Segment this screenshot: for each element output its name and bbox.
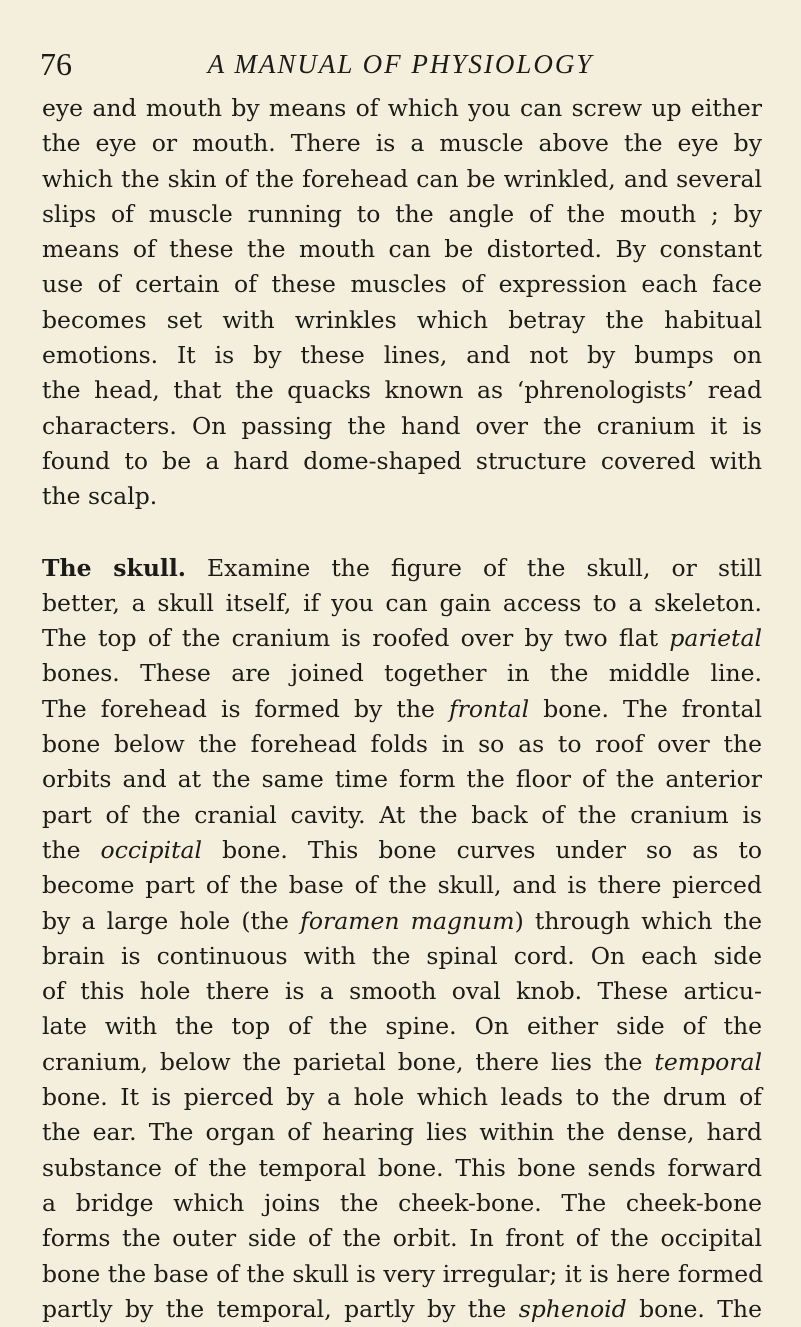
text-line [42,586,762,621]
running-title: A MANUAL OF PHYSIOLOGY [207,49,594,79]
text-line [42,656,762,691]
text-line [42,974,762,1009]
line-text: Examine the figure of the skull, or still [185,553,763,582]
line-text: a bridge which joins the cheek-bone. The cheek-bone [42,1188,762,1217]
text-line [42,1045,762,1080]
text-line: found to be a hard dome-shaped structure covered with [42,446,762,475]
text-line [42,798,762,833]
term-frontal: frontal [448,694,530,723]
paragraph-skull [42,551,762,1327]
text-line: eye and mouth by means of which you can screw up either [42,94,762,122]
line-text: partly by the temporal, partly by the [42,1294,519,1323]
term-sphenoid: sphenoid [518,1294,627,1323]
text-line: the eye or mouth. There is a muscle above the eye by [42,129,762,158]
text-line [42,939,762,974]
text-line: emotions. It is by these lines, and not by bumps on [42,341,762,370]
text-line: the scalp. [42,482,158,511]
text-line [42,1080,762,1115]
text-line: characters. On passing the hand over the cranium it is [42,411,762,440]
line-text: brain is continuous with the spinal cord. On each side [42,941,762,970]
text-line [42,868,762,903]
text-line [42,551,762,586]
line-text: part of the cranial cavity. At the back of the cranium is [42,800,762,829]
text-line [42,1151,762,1186]
text-line [42,1186,762,1221]
text-line [42,692,762,727]
line-text: bone. The frontal [529,694,762,723]
line-text: the [42,835,101,864]
page-number: 76 [40,46,72,82]
text-line: which the skin of the forehead can be wrinkled, and several [42,164,762,193]
text-line [42,904,762,939]
line-text: bone. This bone curves under so as to [202,835,762,864]
paragraph-muscles-of-expression [42,91,762,515]
text-line [42,1115,762,1150]
text-line [42,1221,762,1256]
line-text: cranium, below the parietal bone, there lies the [42,1047,655,1076]
line-text: bone the base of the skull is very irregular; it is here formed [42,1259,764,1288]
line-text: bone. The [626,1294,762,1323]
text-line [42,1292,762,1327]
line-text: bone. It is pierced by a hole which leads to the drum of [42,1083,762,1112]
line-text: become part of the base of the skull, and is there pierced [42,871,762,900]
term-parietal: parietal [669,624,762,653]
line-text: bone below the forehead folds in so as to roof over the [42,730,762,759]
text-line [42,762,762,797]
term-temporal: temporal [654,1047,762,1076]
term-occipital: occipital [100,835,203,864]
line-text: by a large hole (the [42,906,301,935]
line-text: substance of the temporal bone. This bone sends forward [42,1153,762,1182]
text-line: becomes set with wrinkles which betray the habitual [42,305,762,334]
line-text: The top of the cranium is roofed over by two flat [42,624,670,653]
text-line: the head, that the quacks known as ‘phrenologists’ read [42,376,762,405]
text-line [42,1009,762,1044]
line-text: The forehead is formed by the [42,694,449,723]
page-body [42,91,762,1327]
line-text: the ear. The organ of hearing lies within the dense, hard [42,1118,762,1147]
section-heading: The skull. [42,553,186,582]
line-text: of this hole there is a smooth oval knob. These articu- [42,977,762,1006]
text-line [42,1257,762,1292]
line-text: bones. These are joined together in the middle line. [42,659,762,688]
text-line: means of these the mouth can be distorted. By constant [42,235,762,264]
line-text: late with the top of the spine. On either side of the [42,1012,762,1041]
text-line [42,727,762,762]
paragraph-gap [42,515,762,551]
text-line: slips of muscle running to the angle of the mouth ; by [42,199,762,228]
line-text: forms the outer side of the orbit. In front of the occipital [42,1224,762,1253]
line-text: ) through which the [514,906,762,935]
text-line [42,833,762,868]
line-text: better, a skull itself, if you can gain access to a skeleton. [42,588,762,617]
term-foramen-magnum: foramen magnum [300,906,515,935]
page-header [0,44,801,84]
text-line [42,621,762,656]
text-line: use of certain of these muscles of expression each face [42,270,762,299]
line-text: orbits and at the same time form the floor of the anterior [42,765,762,794]
